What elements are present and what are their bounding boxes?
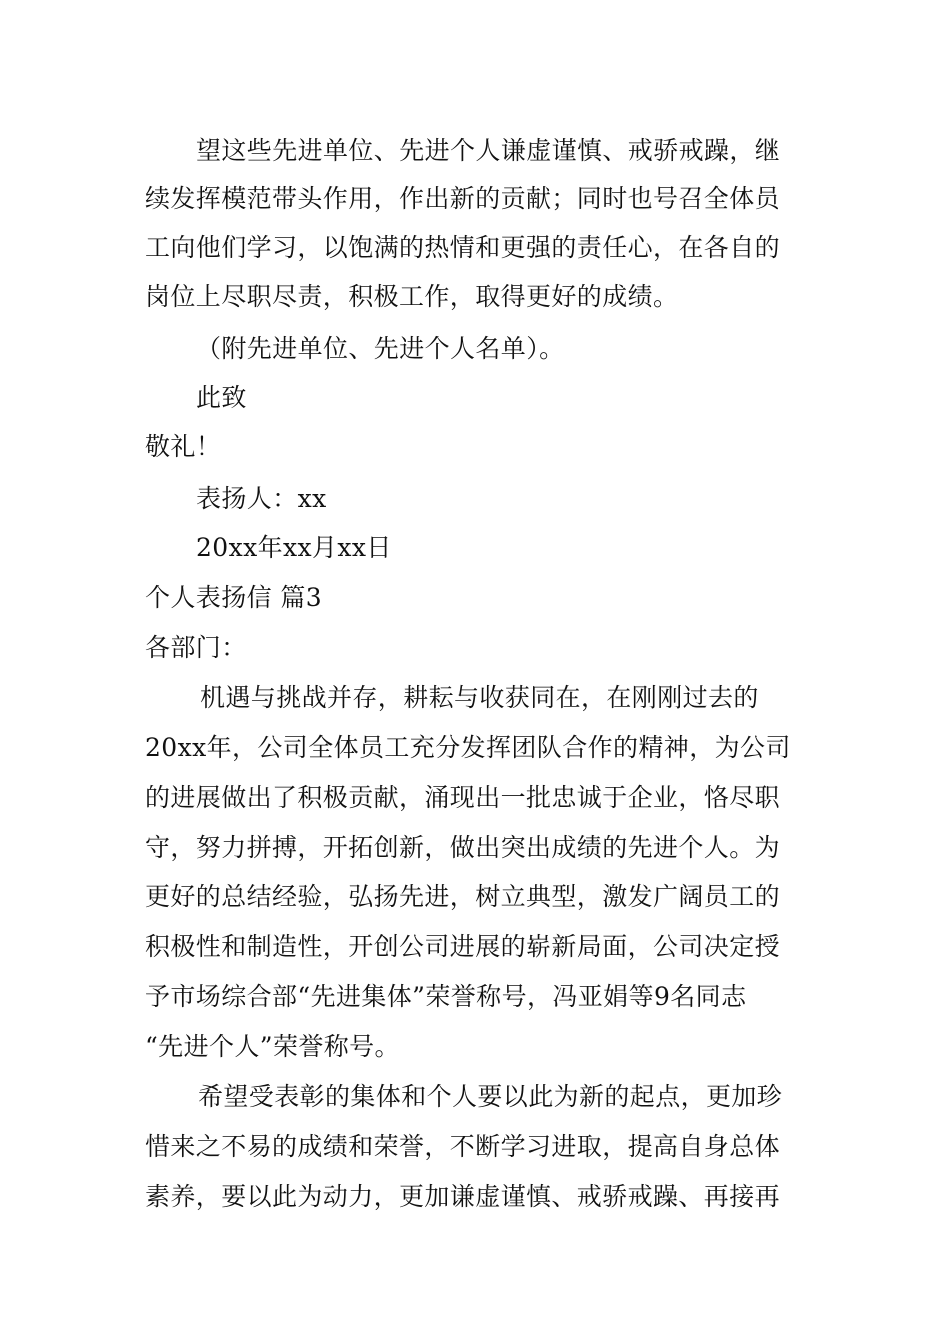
paragraph-line: 机遇与挑战并存，耕耘与收获同在，在刚刚过去的 [200,683,759,712]
closing-salutation: 此致 [196,383,247,412]
paragraph-line: 希望受表彰的集体和个人要以此为新的起点，更加珍 [198,1082,783,1111]
paragraph-line: 续发挥模范带头作用，作出新的贡献；同时也号召全体员 [145,184,781,213]
paragraph-line: 的进展做出了积极贡献，涌现出一批忠诚于企业，恪尽职 [145,783,781,812]
attachment-note: （附先进单位、先进个人名单）。 [196,334,565,363]
paragraph-line: 20xx年，公司全体员工充分发挥团队合作的精神，为公司 [145,733,791,762]
paragraph-line: 积极性和制造性，开创公司进展的崭新局面，公司决定授 [145,932,781,961]
paragraph-line: 望这些先进单位、先进个人谦虚谨慎、戒骄戒躁，继 [196,136,781,165]
closing-regards: 敬礼！ [145,432,222,461]
date-line: 20xx年xx月xx日 [196,533,392,562]
paragraph-line: 岗位上尽职尽责，积极工作，取得更好的成绩。 [145,282,679,311]
paragraph-line: 更好的总结经验，弘扬先进，树立典型，激发广阔员工的 [145,882,781,911]
paragraph-line: 素养，要以此为动力，更加谦虚谨慎、戒骄戒躁、再接再 [145,1182,781,1211]
paragraph-line: 予市场综合部“先进集体”荣誉称号，冯亚娟等9名同志 [145,982,747,1011]
section-title: 个人表扬信 篇3 [145,583,323,612]
paragraph-line: “先进个人”荣誉称号。 [145,1032,400,1061]
signature-line: 表扬人：xx [196,484,327,513]
paragraph-line: 惜来之不易的成绩和荣誉，不断学习进取，提高自身总体 [145,1132,781,1161]
paragraph-line: 工向他们学习，以饱满的热情和更强的责任心，在各自的 [145,233,781,262]
paragraph-line: 守，努力拼搏，开拓创新，做出突出成绩的先进个人。为 [145,833,781,862]
recipient-line: 各部门： [145,633,247,662]
